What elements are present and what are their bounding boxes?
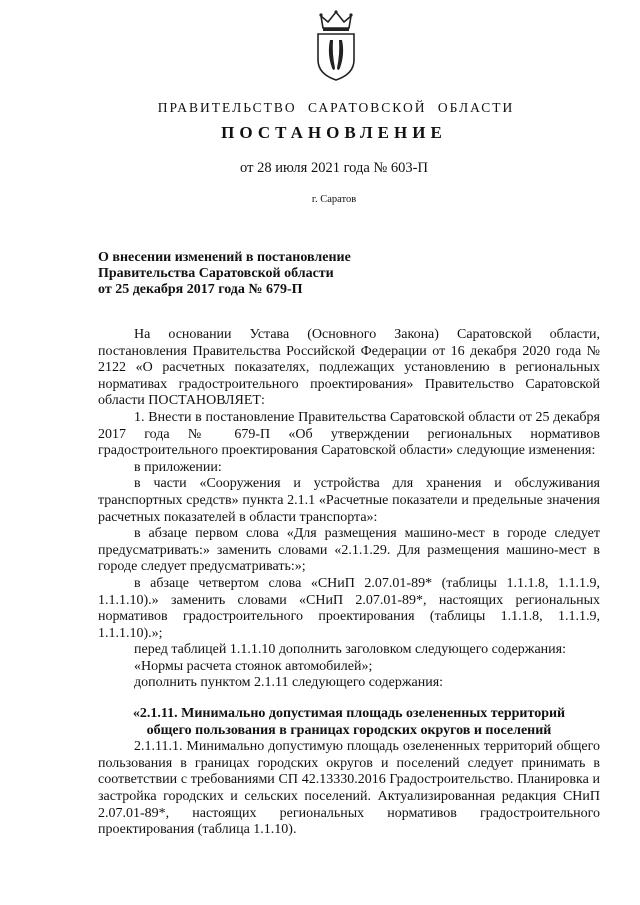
section-heading-line: общего пользования в границах городских округов и поселений <box>146 722 552 738</box>
section-heading-line: «2.1.11. Минимально допустимая площадь озелененных территорий <box>132 706 566 722</box>
subject-line: О внесении изменений в постановление <box>98 250 351 265</box>
coat-of-arms-emblem <box>313 10 359 82</box>
body-paragraph: 1. Внести в постановление Правительства Саратовской области от 25 декабря 2017 года № 679-П «Об утверждении региональных нормативов градостроительного проектирования Саратовской области» следующие изменения: <box>98 409 600 459</box>
subject-line: Правительства Саратовской области <box>98 266 334 281</box>
body-paragraph: перед таблицей 1.1.1.10 дополнить заголовком следующего содержания: <box>134 642 566 658</box>
section-paragraph: 2.1.11.1. Минимально допустимую площадь озелененных территорий общего пользования в границах городских округов и поселений следует принимать в соответствии с требованиями СП 42.13330.2016 Градостроительство. Планировка и застройка городских и сельских поселений. Актуализированная редакция СНиП 2.07.01-89*, настоящих региональных нормативов градостроительного проектирования (таблица 1.1.10). <box>98 739 600 838</box>
document-subject <box>98 250 428 298</box>
body-paragraph: в приложении: <box>134 459 222 475</box>
government-name: ПРАВИТЕЛЬСТВО САРАТОВСКОЙ ОБЛАСТИ <box>157 100 515 115</box>
body-paragraph: «Нормы расчета стоянок автомобилей»; <box>134 658 373 674</box>
document-city: г. Саратов <box>311 194 357 205</box>
subject-line: от 25 декабря 2017 года № 679-П <box>98 282 303 297</box>
body-paragraph: дополнить пунктом 2.1.11 следующего содержания: <box>134 675 444 691</box>
body-paragraph: в части «Сооружения и устройства для хранения и обслуживания транспортных средств» пункта 2.1.1 «Расчетные показатели и предельные значения расчетных показателей в области транспорта»: <box>98 476 600 525</box>
document-type: ПОСТАНОВЛЕНИЕ <box>221 123 447 142</box>
section-heading <box>98 706 600 739</box>
document-date: от 28 июля 2021 года № 603-П <box>240 160 428 176</box>
document-body <box>98 327 600 839</box>
body-paragraph: На основании Устава (Основного Закона) Саратовской области, постановления Правительства Российской Федерации от 16 декабря 2020 года № 2122 «О расчетных показателях, подлежащих установлению в региональных нормативах градостроительного проектирования» Правительство Саратовской области ПОСТАНОВЛЯЕТ: <box>98 327 600 409</box>
body-paragraph: в абзаце четвертом слова «СНиП 2.07.01-89* (таблицы 1.1.1.8, 1.1.1.9, 1.1.1.10).» заменить словами «СНиП 2.07.01-89*, настоящих региональных нормативов градостроительного проектирования (таблицы 1.1.1.8, 1.1.1.9, 1.1.1.10).»; <box>98 575 600 641</box>
body-paragraph: в абзаце первом слова «Для размещения машино-мест в городе следует предусматривать:» заменить словами «2.1.1.29. Для размещения машино-мест в городе следует предусматривать:»; <box>98 526 600 575</box>
